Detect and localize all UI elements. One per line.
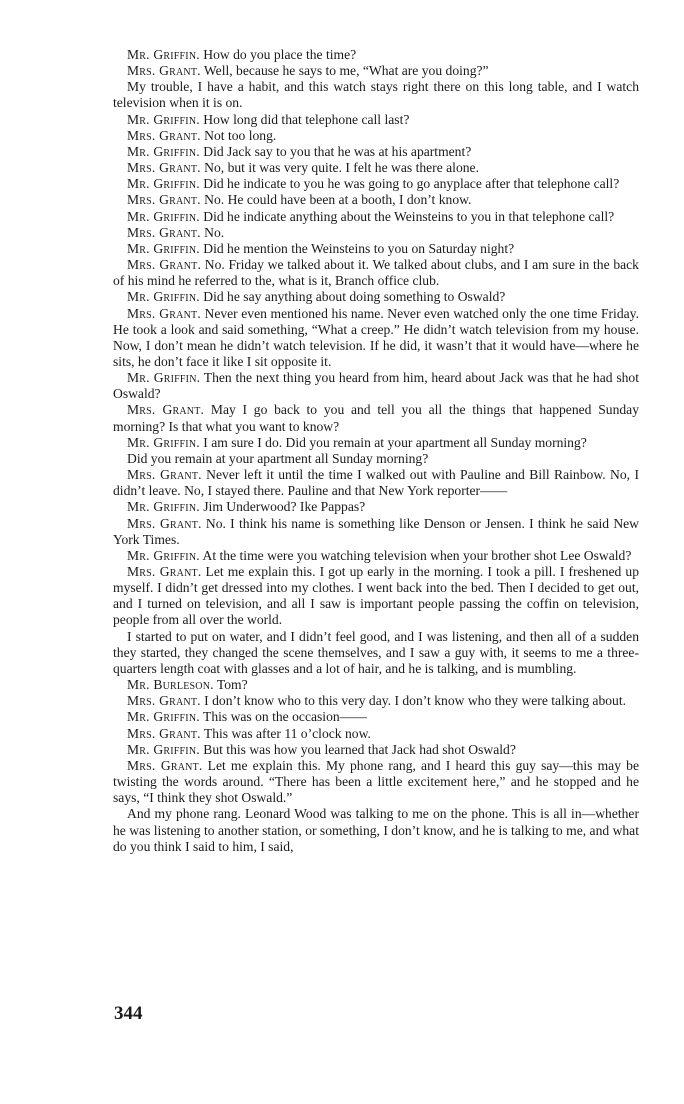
speaker-name: Mr. Griffin.	[127, 434, 200, 450]
transcript-paragraph	[113, 467, 639, 499]
speaker-name: Mrs. Grant.	[127, 725, 201, 741]
transcript-paragraph	[113, 128, 639, 144]
transcript-paragraph	[113, 144, 639, 160]
speaker-name: Mrs. Grant.	[127, 564, 202, 579]
speech-text: Did he indicate anything about the Weinsteins to you in that telephone call?	[203, 208, 615, 224]
transcript-paragraph	[113, 63, 639, 79]
speech-text: And my phone rang. Leonard Wood was talking to me on the phone. This is all in—whether he was listening to another station, or something, I don’t know, and he is talking to me, and what do you think I said to him, I said,	[113, 806, 639, 854]
speech-text: Well, because he says to me, “What are you doing?”	[203, 63, 489, 79]
transcript-paragraph	[113, 176, 639, 192]
speech-text: Let me explain this. My phone rang, and I heard this guy say—this may be twisting the words around. “There has been a little excitement here,” and he stopped and he says, “I think they shot Oswald.”	[113, 757, 639, 806]
page-number: 344	[114, 1003, 143, 1024]
speaker-name: Mr. Griffin.	[127, 111, 200, 127]
speech-text: Did he say anything about doing something to Oswald?	[203, 289, 506, 305]
speaker-name: Mr. Griffin.	[127, 143, 200, 159]
speaker-name: Mr. Griffin.	[127, 741, 200, 757]
speaker-name: Mrs. Grant.	[127, 257, 202, 273]
speech-text: Let me explain this. I got up early in the morning. I took a pill. I freshened up myself. I didn’t get dressed into my clothes. I went back into the bed. Then I decided to get out, and I turned on television, and all I saw is important people passing the coffin on television, people from all over the world.	[113, 564, 639, 628]
transcript-paragraph	[113, 516, 639, 548]
speaker-name: Mr. Griffin.	[127, 709, 200, 725]
speaker-name: Mr. Griffin.	[127, 240, 200, 256]
transcript-paragraph	[113, 79, 639, 111]
speaker-name: Mrs. Grant.	[127, 305, 201, 321]
speech-text: Did he indicate to you he was going to go anyplace after that telephone call?	[203, 176, 620, 192]
transcript-paragraph	[113, 709, 639, 725]
speech-text: I don’t know who to this very day. I don’t know who they were talking about.	[204, 693, 627, 709]
transcript-paragraph	[113, 499, 639, 515]
transcript-paragraph	[113, 370, 639, 402]
speaker-name: Mrs. Grant.	[127, 127, 201, 143]
speech-text: But this was how you learned that Jack had shot Oswald?	[203, 741, 516, 757]
speech-text: Never left it until the time I walked out with Pauline and Bill Rainbow. No, I didn’t leave. No, I stayed there. Pauline and that New York reporter——	[113, 467, 639, 499]
transcript-paragraph	[113, 758, 639, 806]
transcript-paragraph	[113, 112, 639, 128]
speech-text: No, but it was very quite. I felt he was there alone.	[204, 160, 479, 176]
speech-text: No. He could have been at a booth, I don’t know.	[204, 192, 472, 208]
transcript-paragraph	[113, 742, 639, 758]
speech-text: Did Jack say to you that he was at his apartment?	[203, 143, 472, 159]
transcript-paragraph	[113, 289, 639, 305]
transcript-paragraph	[113, 677, 639, 693]
transcript-paragraph	[113, 548, 639, 564]
speech-text: How do you place the time?	[203, 47, 357, 62]
transcript-paragraph	[113, 192, 639, 208]
speaker-name: Mr. Griffin.	[127, 499, 200, 515]
transcript-paragraph	[113, 225, 639, 241]
speech-text: How long did that telephone call last?	[203, 111, 410, 127]
transcript-paragraph	[113, 241, 639, 257]
transcript-paragraph	[113, 564, 639, 629]
speaker-name: Mr. Griffin.	[127, 370, 201, 386]
speech-text: Never even mentioned his name. Never even watched only the one time Friday. He took a look and said something, “What a creep.” He didn’t watch television from my house. Now, I don’t mean he didn’t watch television. If he did, it wasn’t that it would have—where he sits, he don’t face it like I sit opposite it.	[113, 305, 639, 369]
transcript-paragraph	[113, 726, 639, 742]
transcript-paragraph	[113, 402, 639, 434]
speech-text: This was on the occasion——	[203, 709, 367, 725]
speaker-name: Mrs. Grant.	[127, 757, 203, 773]
speech-text: Then the next thing you heard from him, heard about Jack was that he had shot Oswald?	[113, 370, 639, 402]
speech-text: No. I think his name is something like Denson or Jensen. I think he said New York Times.	[113, 515, 639, 547]
transcript-paragraph	[113, 629, 639, 677]
speech-text: I started to put on water, and I didn’t feel good, and I was listening, and then all of a sudden they started, they changed the scene themselves, and I saw a guy with, it seems to me a three-quarters length coat with glasses and a lot of hair, and he is talking, and is mumbling.	[113, 628, 639, 676]
transcript-paragraph	[113, 160, 639, 176]
transcript-paragraph	[113, 209, 639, 225]
speech-text: Not too long.	[204, 127, 277, 143]
speaker-name: Mr. Griffin.	[127, 547, 200, 563]
speech-text: Jim Underwood? Ike Pappas?	[203, 499, 366, 515]
speech-text: No. Friday we talked about it. We talked about clubs, and I am sure in the back of his mind he referred to the, what is it, Branch office club.	[113, 257, 639, 289]
speaker-name: Mrs. Grant.	[127, 63, 201, 79]
speech-text: At the time were you watching television when your brother shot Lee Oswald?	[202, 547, 632, 563]
speech-text: Did he mention the Weinsteins to you on Saturday night?	[203, 240, 515, 256]
transcript-paragraph	[113, 806, 639, 854]
speaker-name: Mrs. Grant.	[127, 192, 201, 208]
transcript-paragraph	[113, 47, 639, 63]
transcript-paragraph	[113, 693, 639, 709]
speaker-name: Mrs. Grant.	[127, 224, 201, 240]
speech-text: My trouble, I have a habit, and this watch stays right there on this long table, and I watch television when it is on.	[113, 79, 639, 111]
speaker-name: Mr. Burleson.	[127, 677, 214, 693]
transcript-paragraph	[113, 306, 639, 371]
speech-text: I am sure I do. Did you remain at your apartment all Sunday morning?	[203, 434, 587, 450]
speaker-name: Mr. Griffin.	[127, 289, 200, 305]
speaker-name: Mrs. Grant.	[127, 693, 201, 709]
speaker-name: Mrs. Grant.	[127, 467, 202, 483]
speaker-name: Mrs. Grant.	[127, 515, 202, 531]
speaker-name: Mrs. Grant.	[127, 402, 205, 418]
speech-text: May I go back to you and tell you all the things that happened Sunday morning? Is that what you want to know?	[113, 402, 639, 434]
speech-text: Tom?	[216, 677, 248, 693]
speech-text: Did you remain at your apartment all Sunday morning?	[127, 450, 429, 466]
testimony-page	[113, 47, 639, 855]
speaker-name: Mrs. Grant.	[127, 160, 201, 176]
transcript-paragraph	[113, 435, 639, 451]
speech-text: This was after 11 o’clock now.	[203, 725, 371, 741]
transcript-paragraph	[113, 451, 639, 467]
speaker-name: Mr. Griffin.	[127, 208, 200, 224]
transcript-paragraph	[113, 257, 639, 289]
speaker-name: Mr. Griffin.	[127, 176, 200, 192]
speaker-name: Mr. Griffin.	[127, 47, 200, 62]
speech-text: No.	[204, 224, 225, 240]
